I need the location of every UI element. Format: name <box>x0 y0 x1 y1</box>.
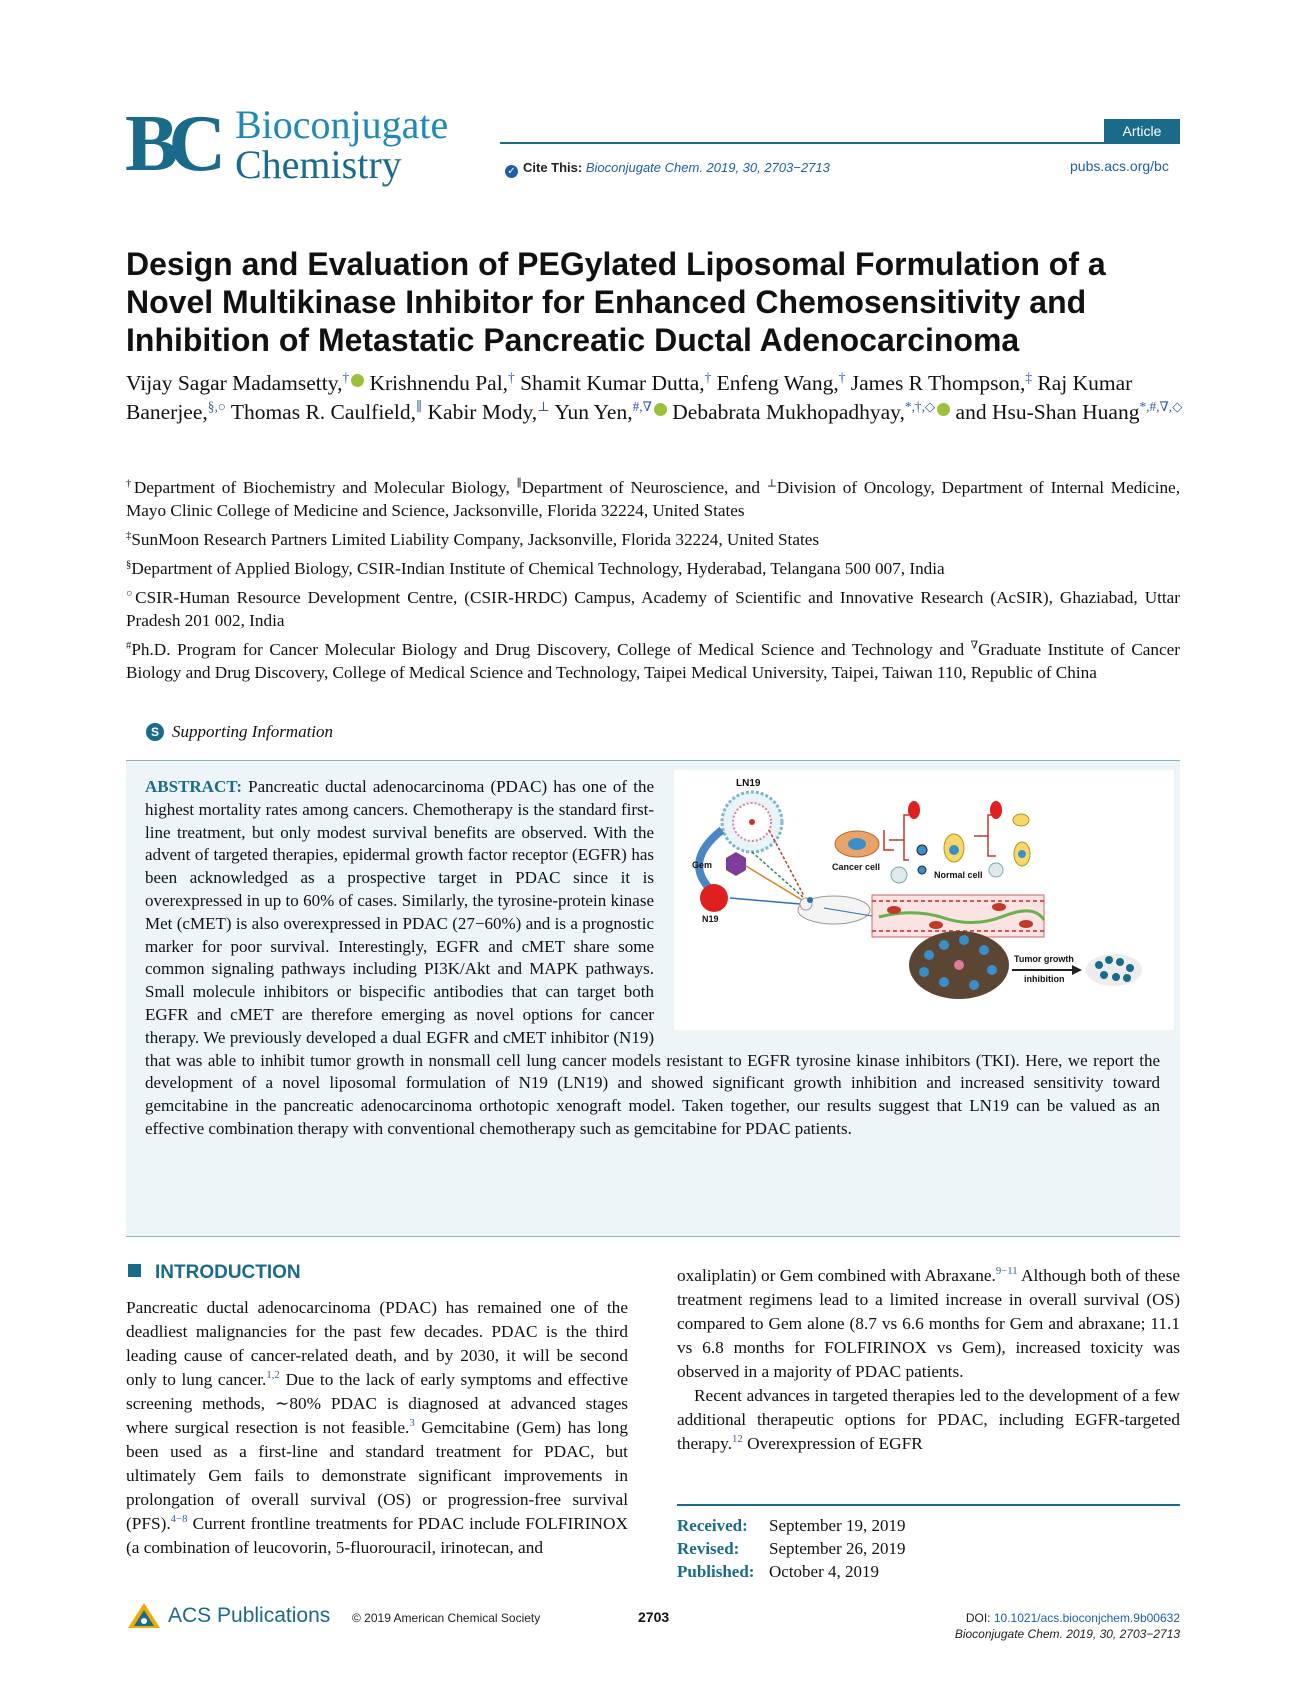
supporting-info-icon: S <box>146 723 164 741</box>
cite-label: Cite This: <box>523 160 583 175</box>
citation-link[interactable]: 9−11 <box>995 1265 1018 1278</box>
affiliation-text: Ph.D. Program for Cancer Molecular Biology and Drug Discovery, College of Medical Science and Technology and <box>131 640 971 659</box>
citation-link[interactable]: 4−8 <box>170 1513 188 1526</box>
section-square-icon <box>128 1264 141 1277</box>
check-icon: ✓ <box>505 165 518 178</box>
affiliation-mark: ○ <box>126 588 136 600</box>
journal-name-line1: Bioconjugate <box>235 102 449 147</box>
page-number: 2703 <box>638 1609 670 1625</box>
author-affiliation-mark: † <box>704 369 712 385</box>
supporting-information-link[interactable] <box>146 722 333 742</box>
citation-link[interactable]: 12 <box>732 1433 743 1446</box>
paragraph-text: Current frontline treatments for PDAC include FOLFIRINOX (a combination of leucovorin, 5-fluorouracil, irinotecan, and <box>126 1514 628 1557</box>
affiliation-mark: ‡ <box>126 530 132 542</box>
toc-graphic-image <box>674 770 1174 1030</box>
paragraph-text: Although both of these treatment regimens lead to a limited increase in overall survival (OS) compared to Gem alone (8.7 vs 6.6 months for Gem and abraxane; 11.1 vs 6.8 months for FOLFIRINOX vs Gem), increased toxicity was observed in a majority of PDAC patients. <box>677 1266 1180 1381</box>
affiliation-text: Department of Biochemistry and Molecular Biology, <box>133 478 517 497</box>
affiliation-mark: ∥ <box>516 478 522 490</box>
toc-label-normal-cell: Normal cell <box>934 870 983 880</box>
journal-url-link[interactable]: pubs.acs.org/bc <box>1070 158 1169 174</box>
date-label: Received: <box>677 1516 748 1535</box>
abstract-label: ABSTRACT: <box>145 777 242 796</box>
abstract-body: Pancreatic ductal adenocarcinoma (PDAC) has one of the highest mortality rates among cancers. Chemotherapy is the standard first-line treatment, but only modest survival benefits are observed. With the advent of targeted therapies, epidermal growth factor receptor (EGFR) has been acknowledged as a prospective target in PDAC since it is overexpressed in up to 60% of cases. Similarly, the tyrosine-protein kinase Met (cMET) is also overexpressed in PDAC (27−60%) and is a prognostic marker for poor survival. Interestingly, EGFR and cMET share some common signaling pathways including PI3K/Akt and MAPK pathways. Small molecule inhibitors or bispecific antibodies that can target both EGFR and cMET are therefore emerging as novel options for cancer therapy. We previously developed a dual EGFR and cMET inhibitor (N19) that was able to inhibit tumor growth in nonsmall cell lung cancer models resistant to EGFR tyrosine kinase inhibitors (TKI). Here, we report the development of a novel liposomal formulation of N19 (LN19) and showed significant growth inhibition and increased sensitivity toward gemcitabine in the pancreatic adenocarcinoma orthotopic xenograft model. Taken together, our results suggest that LN19 can be valued as an effective combination therapy with conventional chemotherapy such as gemcitabine for PDAC patients. <box>145 777 1160 1138</box>
date-row <box>677 1560 1180 1583</box>
affiliation <box>126 586 1180 632</box>
reduced-tumor-icon <box>1086 954 1142 986</box>
author[interactable]: James R Thompson, <box>850 371 1026 395</box>
journal-logo[interactable] <box>125 100 515 188</box>
author[interactable]: Yun Yen, <box>554 400 633 424</box>
author-affiliation-mark: *,#,∇,◇ <box>1139 398 1183 414</box>
intro-paragraph-3 <box>677 1384 1180 1456</box>
affiliation-text: CSIR-Human Resource Development Centre, (CSIR-HRDC) Campus, Academy of Scientific and Innovative Research (AcSIR), Ghaziabad, Uttar Pradesh 201 002, India <box>126 588 1181 630</box>
affiliation-mark: ⊥ <box>766 478 777 490</box>
affiliations <box>126 476 1180 690</box>
date-row <box>677 1514 1180 1537</box>
author-affiliation-mark: §,○ <box>207 398 226 414</box>
author-list <box>126 369 1186 427</box>
paragraph-text: oxaliplatin) or Gem combined with Abraxane. <box>677 1266 996 1285</box>
citation-link[interactable]: 3 <box>409 1417 415 1430</box>
author-affiliation-mark: † <box>838 369 846 385</box>
toc-label-tumor-growth: Tumor growth <box>1014 954 1074 964</box>
author-affiliation-mark: ⊥ <box>537 398 550 414</box>
right-column <box>677 1264 1180 1456</box>
paragraph-text: Pancreatic ductal adenocarcinoma (PDAC) has remained one of the deadliest malignancies for the past few decades. PDAC is the third leading cause of cancer-related death, and by 2030, it will be second only to lung cancer. <box>126 1298 628 1389</box>
intro-paragraph-1 <box>126 1296 628 1560</box>
doi-link[interactable]: 10.1021/acs.bioconjchem.9b00632 <box>993 1611 1180 1625</box>
affiliation-text: Division of Oncology, Department of Internal Medicine, Mayo Clinic College of Medicine and Science, Jacksonville, Florida 32224, United States <box>126 478 1180 520</box>
author-affiliation-mark: ∥ <box>415 398 423 414</box>
toc-label-ln19: LN19 <box>736 778 761 789</box>
orcid-icon[interactable] <box>351 374 364 387</box>
paragraph-text: Recent advances in targeted therapies led to the development of a few additional therapeutic options for PDAC, including EGFR-targeted therapy. <box>677 1386 1180 1453</box>
affiliation-text: SunMoon Research Partners Limited Liability Company, Jacksonville, Florida 32224, United States <box>131 530 820 549</box>
article-title: Design and Evaluation of PEGylated Liposomal Formulation of a Novel Multikinase Inhibitor for Enhanced Chemosensitivity and Inhibition of Metastatic Pancreatic Ductal Adenocarcinoma <box>126 246 1106 358</box>
author[interactable]: and Hsu-Shan Huang <box>955 400 1140 424</box>
affiliation-text: Department of Neuroscience, and <box>521 478 767 497</box>
acs-publications-text: ACS Publications <box>168 1604 331 1627</box>
header-rule <box>500 142 1180 144</box>
author[interactable]: Raj Kumar Banerjee, <box>126 371 1133 424</box>
toc-label-gem: Gem <box>692 860 713 870</box>
article-type-badge: Article <box>1104 119 1180 144</box>
paragraph-text: Overexpression of EGFR <box>742 1434 923 1453</box>
journal-logo-mark: BC <box>125 100 217 188</box>
acs-hexagon-icon <box>126 1602 162 1632</box>
author-affiliation-mark: *,†,◇ <box>904 398 936 414</box>
introduction-heading <box>128 1262 301 1284</box>
author[interactable]: Vijay Sagar Madamsetty, <box>126 371 343 395</box>
affiliation-mark: § <box>126 559 132 571</box>
n19-drug-icon <box>700 884 728 912</box>
cite-reference[interactable]: Bioconjugate Chem. 2019, 30, 2703−2713 <box>585 160 830 175</box>
date-value: September 26, 2019 <box>769 1539 906 1558</box>
paragraph-text: Gemcitabine (Gem) has long been used as a first-line and standard treatment for PDAC, but ultimately Gem fails to demonstrate significant improvements in prolongation of overall survival (OS) or progression-free survival (PFS). <box>126 1418 629 1533</box>
author[interactable]: Shamit Kumar Dutta, <box>520 371 705 395</box>
affiliation <box>126 638 1180 684</box>
author-affiliation-mark: † <box>508 369 515 385</box>
abstract <box>145 776 1160 1141</box>
date-label: Published: <box>677 1562 755 1581</box>
affiliation <box>126 557 1180 580</box>
author[interactable]: Thomas R. Caulfield, <box>230 400 416 424</box>
author[interactable]: Kabir Mody, <box>427 400 538 424</box>
date-row <box>677 1537 1180 1560</box>
author[interactable]: Krishnendu Pal, <box>369 371 509 395</box>
affiliation <box>126 528 1180 551</box>
author-affiliation-mark: ‡ <box>1025 369 1033 385</box>
affiliation-text: Department of Applied Biology, CSIR-Indian Institute of Chemical Technology, Hyderabad, Telangana 500 007, India <box>131 559 945 578</box>
author[interactable]: Enfeng Wang, <box>716 371 839 395</box>
toc-graphic[interactable] <box>674 770 1174 1030</box>
footer-citation: Bioconjugate Chem. 2019, 30, 2703−2713 <box>954 1627 1180 1641</box>
introduction-heading-text: INTRODUCTION <box>155 1262 301 1283</box>
intro-paragraph-2 <box>677 1264 1180 1384</box>
date-value: October 4, 2019 <box>769 1562 880 1581</box>
orcid-icon[interactable] <box>937 403 950 416</box>
left-column <box>126 1296 628 1560</box>
journal-name-line2: Chemistry <box>235 142 402 187</box>
affiliation-text: Graduate Institute of Cancer Biology and Drug Discovery, College of Medical Science and Technology, Taipei Medical University, Taipei, Taiwan 110, Republic of China <box>126 640 1180 682</box>
publication-dates <box>677 1504 1180 1583</box>
author-affiliation-mark: #,∇ <box>632 398 652 414</box>
date-label: Revised: <box>677 1539 740 1558</box>
supporting-info-label: Supporting Information <box>172 722 334 741</box>
author-affiliation-mark: † <box>342 369 350 385</box>
copyright: © 2019 American Chemical Society <box>352 1611 541 1625</box>
orcid-icon[interactable] <box>654 403 667 416</box>
toc-label-cancer-cell: Cancer cell <box>832 862 881 872</box>
toc-label-n19: N19 <box>702 914 719 924</box>
author[interactable]: Debabrata Mukhopadhyay, <box>672 400 905 424</box>
affiliation-mark: † <box>126 478 134 490</box>
cite-this[interactable] <box>505 160 830 178</box>
affiliation-mark: # <box>126 640 132 652</box>
doi-label: DOI: <box>965 1611 994 1625</box>
affiliation-mark: ∇ <box>970 640 979 652</box>
citation-link[interactable]: 1,2 <box>266 1369 280 1382</box>
doi-block <box>900 1610 1180 1642</box>
toc-label-inhibition: inhibition <box>1024 974 1065 984</box>
date-value: September 19, 2019 <box>769 1516 906 1535</box>
paragraph-text: Due to the lack of early symptoms and effective screening methods, ∼80% PDAC is diagnosed at advanced stages where surgical resection is not feasible. <box>126 1370 629 1437</box>
affiliation <box>126 476 1180 522</box>
